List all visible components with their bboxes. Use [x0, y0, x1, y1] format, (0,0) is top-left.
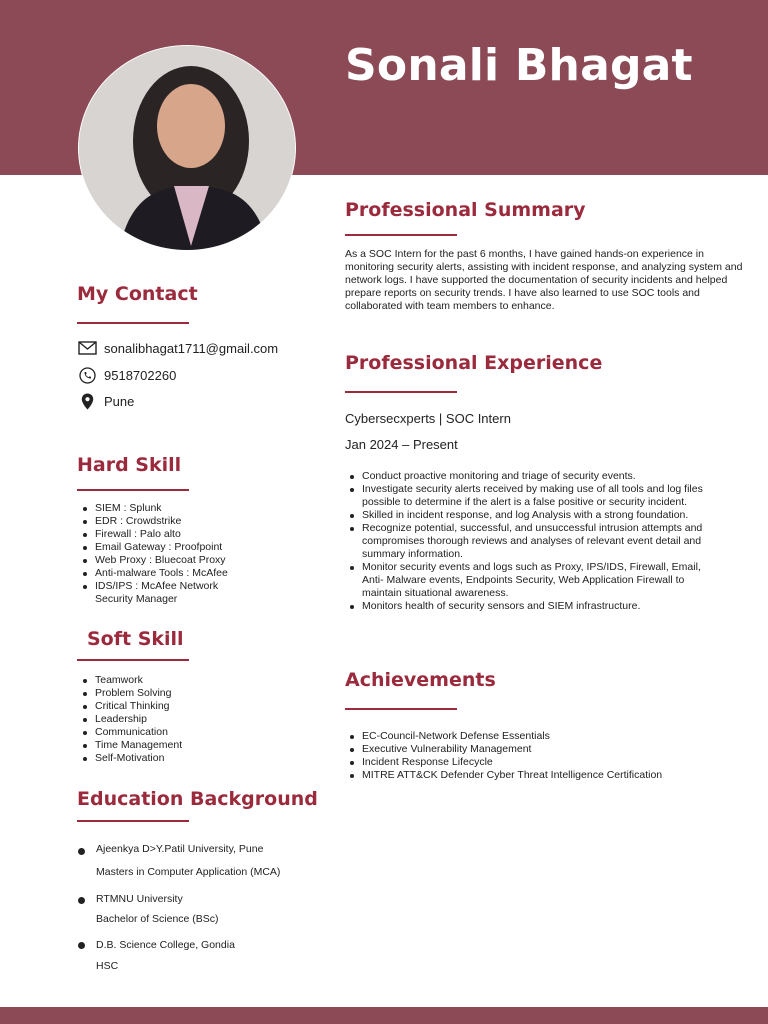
experience-heading: Professional Experience	[345, 352, 603, 374]
list-item: Self-Motivation	[78, 752, 268, 765]
envelope-icon	[77, 338, 97, 358]
education-heading: Education Background	[77, 788, 318, 810]
list-item: Problem Solving	[78, 687, 268, 700]
list-item: Recognize potential, successful, and unsuccessful intrusion attempts and compromises thorough reviews and analyses of relevant event detail and summary information.	[345, 522, 705, 561]
contact-email-row[interactable]	[77, 338, 278, 358]
list-item: Firewall : Palo alto	[78, 528, 268, 541]
phone-icon	[77, 365, 97, 385]
education-underline	[77, 820, 189, 822]
achievements-heading: Achievements	[345, 669, 496, 691]
education-institution: RTMNU University	[96, 893, 183, 905]
list-item: Teamwork	[78, 674, 268, 687]
bullet-dot	[78, 942, 85, 949]
candidate-name: Sonali Bhagat	[345, 40, 693, 91]
list-item: Skilled in incident response, and log Analysis with a strong foundation.	[345, 509, 705, 522]
list-item: EC-Council-Network Defense Essentials	[345, 730, 745, 743]
list-item: Monitors health of security sensors and SIEM infrastructure.	[345, 600, 705, 613]
summary-text: As a SOC Intern for the past 6 months, I have gained hands-on experience in monitoring security alerts, assisting with incident response, and analyzing system and network logs. I have supported the documentation of security incidents and helped prepare reports on security trends. I have also learned to use SOC tools and collaborated with team members to enhance.	[345, 248, 743, 312]
list-item: Anti-malware Tools : McAfee	[78, 567, 268, 580]
education-degree: Masters in Computer Application (MCA)	[96, 866, 281, 878]
experience-list	[345, 470, 705, 613]
list-item: Executive Vulnerability Management	[345, 743, 745, 756]
education-degree: HSC	[96, 960, 119, 972]
education-institution: Ajeenkya D>Y.Patil University, Pune	[96, 843, 264, 855]
footer-band	[0, 1007, 768, 1024]
achievements-list	[345, 730, 745, 782]
list-item: EDR : Crowdstrike	[78, 515, 268, 528]
experience-role: Cybersecxperts | SOC Intern	[345, 411, 511, 426]
experience-dates: Jan 2024 – Present	[345, 437, 458, 452]
contact-email: sonalibhagat1711@gmail.com	[104, 340, 279, 356]
list-item: SIEM : Splunk	[78, 502, 268, 515]
soft-skill-heading: Soft Skill	[87, 628, 184, 650]
bullet-dot	[78, 848, 85, 855]
contact-phone-row[interactable]	[77, 365, 176, 385]
summary-underline	[345, 234, 457, 236]
list-item: Communication	[78, 726, 268, 739]
list-item: Web Proxy : Bluecoat Proxy	[78, 554, 268, 567]
experience-underline	[345, 391, 457, 393]
summary-heading: Professional Summary	[345, 199, 586, 221]
list-item: Critical Thinking	[78, 700, 268, 713]
hard-skill-list	[78, 502, 268, 606]
list-item: Email Gateway : Proofpoint	[78, 541, 268, 554]
list-item: Monitor security events and logs such as Proxy, IPS/IDS, Firewall, Email, Anti- Malware events, Endpoints Security, Web Application Firewall to maintain situational awareness.	[345, 561, 705, 600]
education-degree: Bachelor of Science (BSc)	[96, 913, 219, 925]
list-item: Investigate security alerts received by making use of all tools and log files possible to determine if the alert is a false positive or security incident.	[345, 483, 705, 509]
bullet-dot	[78, 897, 85, 904]
list-item: Leadership	[78, 713, 268, 726]
contact-heading: My Contact	[77, 283, 198, 305]
list-item: Time Management	[78, 739, 268, 752]
contact-underline	[77, 322, 189, 324]
soft-skill-list	[78, 674, 268, 765]
achievements-underline	[345, 708, 457, 710]
hard-skill-underline	[77, 489, 189, 491]
contact-location: Pune	[104, 393, 135, 409]
contact-phone: 9518702260	[104, 367, 177, 383]
soft-skill-underline	[77, 659, 189, 661]
list-item: MITRE ATT&CK Defender Cyber Threat Intelligence Certification	[345, 769, 745, 782]
profile-photo	[78, 45, 296, 251]
map-pin-icon	[77, 391, 97, 411]
list-item: Incident Response Lifecycle	[345, 756, 745, 769]
contact-location-row	[77, 391, 134, 411]
education-institution: D.B. Science College, Gondia	[96, 939, 235, 951]
hard-skill-heading: Hard Skill	[77, 454, 182, 476]
list-item: IDS/IPS : McAfee Network Security Manager	[78, 580, 248, 606]
list-item: Conduct proactive monitoring and triage of security events.	[345, 470, 705, 483]
